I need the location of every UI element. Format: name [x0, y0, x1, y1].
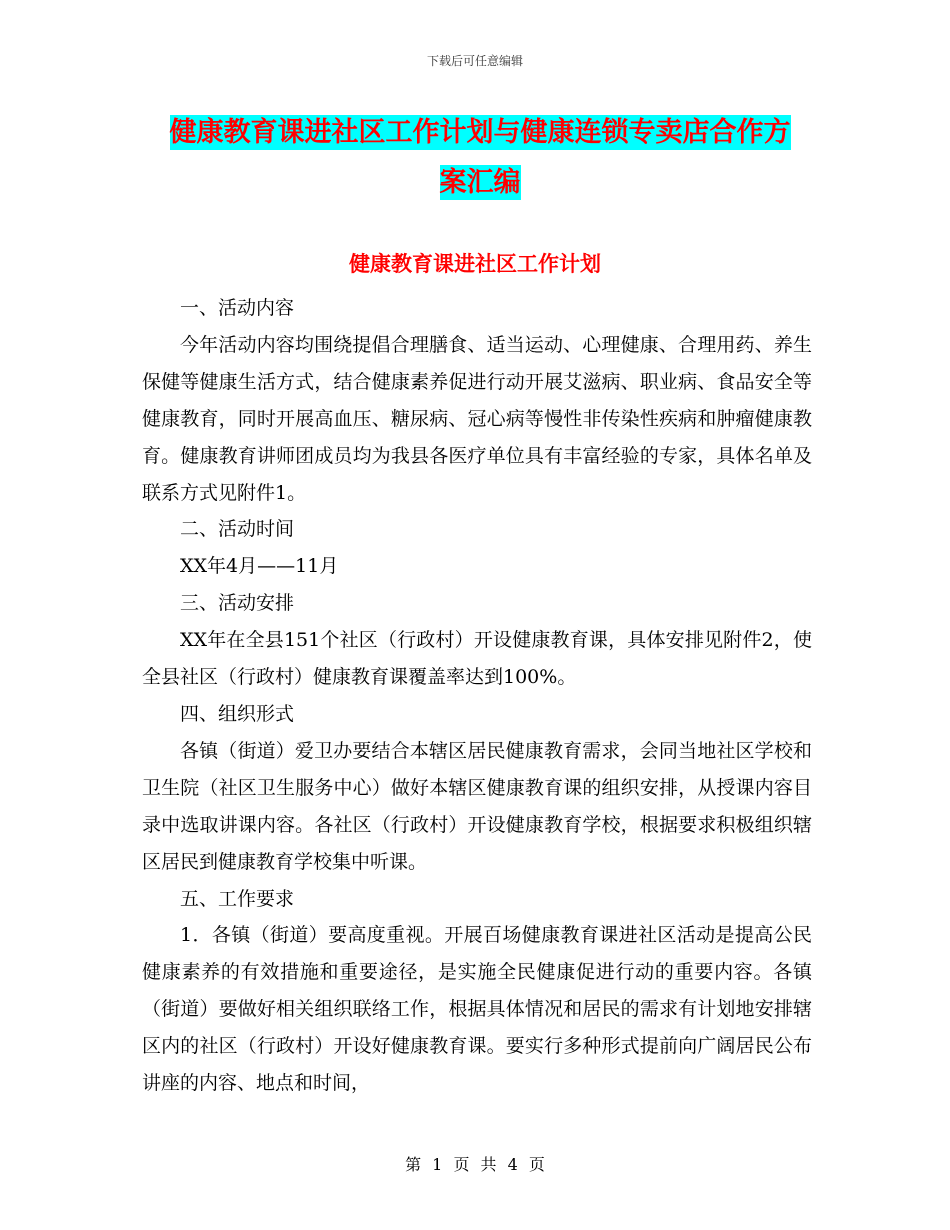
- heading-activity-time: 二、活动时间: [180, 518, 295, 541]
- paragraph-work-requirement-1: 1．各镇（街道）要高度重视。开展百场健康教育课进社区活动是提高公民健康素养的有效措施和重要途径，是实施全民健康促进行动的重要内容。各镇（街道）要做好相关组织联络工作，根据具体情况和居民的需求有计划地安排辖区内的社区（行政村）开设好健康教育课。要实行多种形式提前向广阔居民公布讲座的内容、地点和时间，: [142, 924, 812, 1095]
- heading-activity-content: 一、活动内容: [180, 297, 295, 319]
- paragraph-activity-content: 今年活动内容均围绕提倡合理膳食、适当运动、心理健康、合理用药、养生保健等健康生活方式，结合健康素养促进行动开展艾滋病、职业病、食品安全等健康教育，同时开展高血压、糖尿病、冠心病等慢性非传染性疾病和肿瘤健康教育。健康教育讲师团成员均为我县各医疗单位具有丰富经验的专家，具体名单及联系方式见附件1。: [142, 333, 812, 504]
- heading-activity-arrangement: 三、活动安排: [180, 592, 295, 615]
- paragraph-activity-arrangement: XX年在全县151个社区（行政村）开设健康教育课，具体安排见附件2，使全县社区（行政村）健康教育课覆盖率达到100%。: [142, 629, 812, 689]
- document-title-line-1: 健康教育课进社区工作计划与健康连锁专卖店合作方: [169, 117, 791, 148]
- document-title-line-2: 案汇编: [439, 167, 521, 198]
- document-title: [140, 108, 820, 208]
- heading-organization-form: 四、组织形式: [180, 702, 295, 725]
- paragraph-activity-time: XX年4月——11月: [180, 555, 339, 578]
- section-title: 健康教育课进社区工作计划: [349, 251, 601, 276]
- document-body: [142, 290, 812, 1102]
- header-note: 下载后可任意编辑: [426, 54, 523, 68]
- page-footer: 第 1 页 共 4 页: [405, 1155, 545, 1174]
- heading-work-requirements: 五、工作要求: [180, 887, 295, 910]
- paragraph-organization-form: 各镇（街道）爱卫办要结合本辖区居民健康教育需求，会同当地社区学校和卫生院（社区卫生服务中心）做好本辖区健康教育课的组织安排，从授课内容目录中选取讲课内容。各社区（行政村）开设健康教育学校，根据要求积极组织辖区居民到健康教育学校集中听课。: [142, 739, 812, 873]
